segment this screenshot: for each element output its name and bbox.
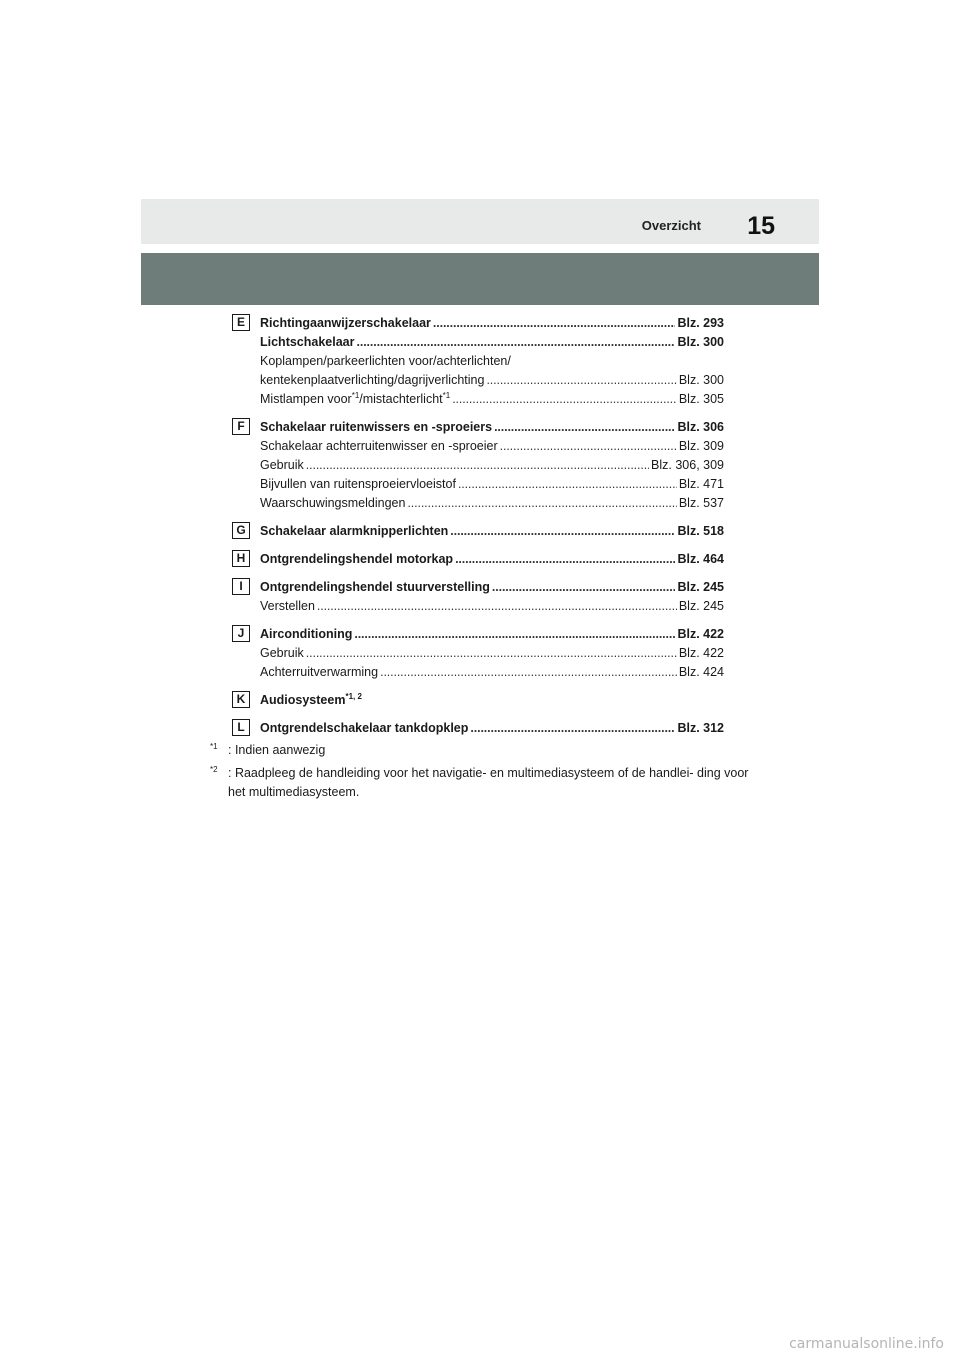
footnote-mark-text: *2 [210, 764, 218, 774]
page-reference[interactable]: Blz. 300 [677, 335, 724, 349]
dot-leader [317, 597, 677, 616]
toc-subentry[interactable] [260, 456, 724, 475]
page-reference[interactable]: Blz. 518 [677, 524, 724, 538]
entry-label [260, 390, 450, 409]
footnote-text: : Indien aanwezig [228, 743, 326, 757]
entry-label [260, 644, 304, 663]
footnote-mark [210, 764, 228, 802]
entry-label [260, 691, 362, 710]
entry-text: Schakelaar achterruitenwisser en -sproeier [260, 439, 498, 453]
entry-label [260, 597, 315, 616]
dot-leader [380, 663, 677, 682]
watermark: carmanualsonline.info [789, 1336, 944, 1352]
toc-entry[interactable] [260, 522, 724, 541]
toc-subentry[interactable] [260, 597, 724, 616]
entry-label [260, 719, 468, 738]
entry-label [260, 625, 352, 644]
entry-text: Lichtschakelaar [260, 335, 355, 349]
entry-label [260, 437, 498, 456]
entry-label [260, 578, 490, 597]
entry-text: Ontgrendelingshendel stuurverstelling [260, 580, 490, 594]
entry-text: Airconditioning [260, 627, 353, 641]
dot-leader [354, 625, 675, 644]
dot-leader [452, 390, 677, 409]
toc-group-g [232, 522, 724, 541]
footnote [210, 741, 750, 760]
dot-leader [492, 578, 676, 597]
page-reference[interactable]: Blz. 422 [678, 646, 724, 660]
page-reference[interactable]: Blz. 537 [678, 496, 724, 510]
footnote-text: : Raadpleeg de handleiding voor het navigatie- en multimediasysteem of de handlei- ding voor het multimediasysteem. [228, 766, 749, 799]
section-title: Overzicht [641, 218, 701, 233]
footnote-ref: *1, 2 [345, 691, 362, 701]
footnotes [210, 741, 750, 806]
toc-subentry[interactable] [260, 437, 724, 456]
dot-leader [407, 494, 676, 513]
toc-group-k [232, 691, 724, 710]
toc-group-h [232, 550, 724, 569]
dot-leader [306, 644, 677, 663]
page-reference[interactable]: Blz. 464 [677, 552, 724, 566]
callout-letter-i: I [232, 578, 250, 595]
toc-group-l [232, 719, 724, 738]
dot-leader [494, 418, 675, 437]
callout-letter-e: E [232, 314, 250, 331]
entry-text: kentekenplaatverlichting/dagrijverlichting [260, 373, 485, 387]
page-reference[interactable]: Blz. 245 [677, 580, 724, 594]
toc-entry[interactable] [260, 550, 724, 569]
entry-label [260, 494, 405, 513]
dot-leader [306, 456, 649, 475]
page-reference[interactable]: Blz. 312 [677, 721, 724, 735]
dot-leader [433, 314, 676, 333]
page-reference[interactable]: Blz. 309 [678, 439, 724, 453]
toc-subentry[interactable] [260, 663, 724, 682]
footnote-ref: *1 [442, 390, 451, 400]
toc-group-e [232, 314, 724, 409]
callout-letter-g: G [232, 522, 250, 539]
toc-subentry[interactable] [260, 371, 724, 390]
footnote [210, 764, 750, 802]
page-reference[interactable]: Blz. 305 [678, 392, 724, 406]
entry-text: /mistachterlicht [359, 392, 443, 406]
page-reference[interactable]: Blz. 422 [677, 627, 724, 641]
entry-label [260, 418, 492, 437]
page-reference[interactable]: Blz. 471 [678, 477, 724, 491]
dot-leader [450, 522, 675, 541]
entry-text: Gebruik [260, 458, 304, 472]
entry-text: Mistlampen voor [260, 392, 352, 406]
dot-leader [458, 475, 677, 494]
toc-entry[interactable] [260, 625, 724, 644]
entry-text: Verstellen [260, 599, 315, 613]
dot-leader [486, 371, 676, 390]
entry-label [260, 456, 304, 475]
page-reference[interactable]: Blz. 306, 309 [651, 458, 724, 472]
entry-text: Ontgrendelschakelaar tankdopklep [260, 721, 469, 735]
footnote-ref: *1 [351, 390, 360, 400]
toc-group-i [232, 578, 724, 616]
toc-entry[interactable] [260, 578, 724, 597]
entry-text: Gebruik [260, 646, 304, 660]
entry-text: Richtingaanwijzerschakelaar [260, 316, 431, 330]
entry-label [260, 522, 448, 541]
callout-letter-f: F [232, 418, 250, 435]
toc-entry[interactable] [260, 418, 724, 437]
callout-letter-l: L [232, 719, 250, 736]
toc-subentry[interactable] [260, 644, 724, 663]
entry-text: Waarschuwingsmeldingen [260, 496, 406, 510]
toc-entry[interactable] [260, 719, 724, 738]
toc-entry[interactable] [260, 314, 724, 333]
page-number: 15 [747, 212, 775, 240]
toc-entry[interactable] [260, 691, 724, 710]
callout-letter-k: K [232, 691, 250, 708]
dot-leader [500, 437, 677, 456]
entry-label [260, 333, 355, 352]
entry-label [260, 352, 511, 371]
toc-subentry[interactable] [260, 352, 724, 371]
chapter-title-band [141, 253, 819, 305]
toc-subentry[interactable] [260, 494, 724, 513]
entry-text: Achterruitverwarming [260, 665, 379, 679]
entry-text: Audiosysteem [260, 693, 346, 707]
entry-label [260, 314, 431, 333]
page-reference[interactable]: Blz. 424 [678, 665, 724, 679]
entry-text: Bijvullen van ruitensproeiervloeistof [260, 477, 456, 491]
entry-text: Koplampen/parkeerlichten voor/achterlichten/ [260, 354, 511, 368]
dot-leader [470, 719, 675, 738]
page-reference[interactable]: Blz. 293 [677, 316, 724, 330]
entry-text: Ontgrendelingshendel motorkap [260, 552, 454, 566]
component-index [232, 314, 724, 747]
toc-subentry[interactable] [260, 475, 724, 494]
page-reference[interactable]: Blz. 300 [678, 373, 724, 387]
entry-label [260, 475, 456, 494]
entry-text: Schakelaar alarmknipperlichten [260, 524, 449, 538]
callout-letter-h: H [232, 550, 250, 567]
page-header [141, 199, 819, 244]
toc-subentry[interactable] [260, 390, 724, 409]
footnote-mark-text: *1 [210, 741, 218, 751]
dot-leader [357, 333, 676, 352]
entry-text: Schakelaar ruitenwissers en -sproeiers [260, 420, 493, 434]
page-reference[interactable]: Blz. 306 [677, 420, 724, 434]
callout-letter-j: J [232, 625, 250, 642]
toc-entry[interactable] [260, 333, 724, 352]
toc-group-j [232, 625, 724, 682]
entry-label [260, 371, 484, 390]
dot-leader [455, 550, 675, 569]
entry-label [260, 550, 453, 569]
footnote-mark [210, 741, 228, 760]
entry-label [260, 663, 378, 682]
toc-group-f [232, 418, 724, 513]
page-reference[interactable]: Blz. 245 [678, 599, 724, 613]
